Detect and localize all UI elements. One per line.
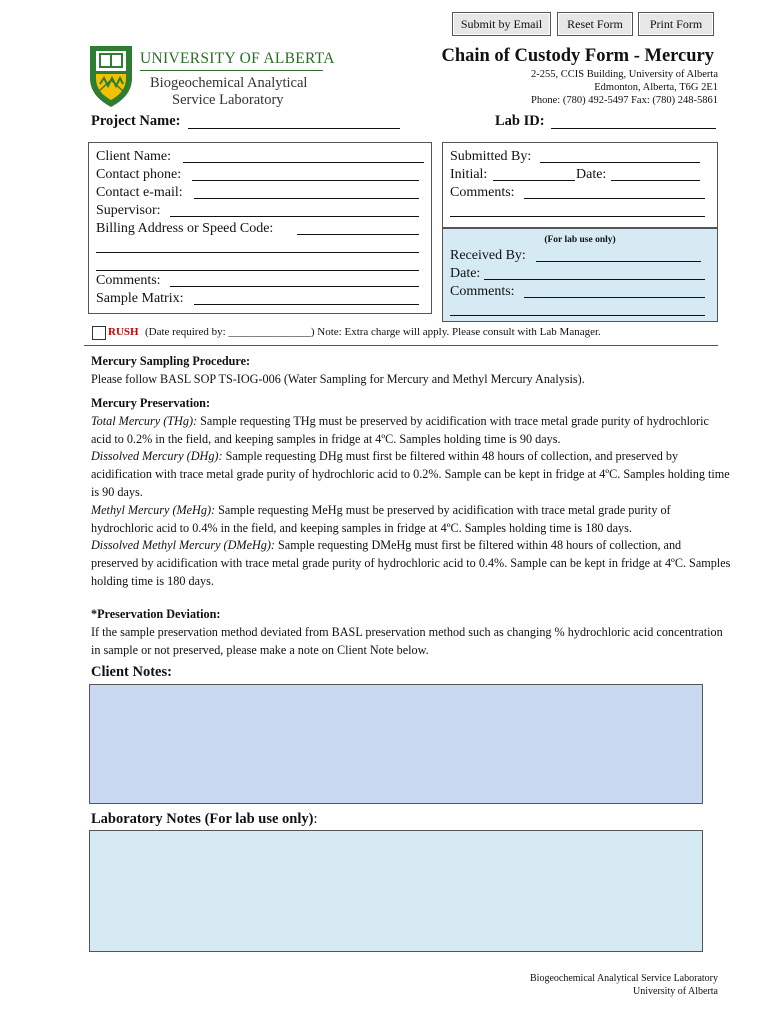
reset-form-button[interactable]: Reset Form bbox=[557, 12, 633, 36]
contact-phone-label: Contact phone: bbox=[96, 167, 182, 182]
lab-name-line1: Biogeochemical Analytical bbox=[150, 75, 308, 91]
deviation-section bbox=[91, 606, 731, 659]
submitted-by-field[interactable] bbox=[540, 162, 700, 163]
contact-phone-field[interactable] bbox=[192, 180, 419, 181]
sample-matrix-field[interactable] bbox=[194, 304, 419, 305]
client-name-field[interactable] bbox=[183, 162, 424, 163]
submit-by-email-button[interactable]: Submit by Email bbox=[452, 12, 551, 36]
billing-field-line3[interactable] bbox=[96, 270, 419, 271]
received-by-label: Received By: bbox=[450, 248, 526, 263]
procedure-text: Please follow BASL SOP TS-IOG-006 (Water Sampling for Mercury and Methyl Mercury Analysis). bbox=[91, 371, 585, 386]
client-notes-heading: Client Notes: bbox=[91, 664, 172, 680]
phone-fax: Phone: (780) 492-5497 Fax: (780) 248-5861 bbox=[531, 95, 718, 106]
lab-id-field[interactable] bbox=[551, 128, 716, 129]
contact-email-field[interactable] bbox=[194, 198, 419, 199]
preservation-section bbox=[91, 395, 731, 591]
dhg-paragraph bbox=[91, 448, 731, 501]
lab-comments-field-line2[interactable] bbox=[450, 315, 705, 316]
received-date-label: Date: bbox=[450, 266, 481, 281]
thg-label: Total Mercury (THg): bbox=[91, 413, 198, 428]
initial-label: Initial: bbox=[450, 167, 488, 182]
initial-field[interactable] bbox=[493, 180, 575, 181]
footer-line1: Biogeochemical Analytical Service Laboratory bbox=[530, 973, 718, 984]
print-form-button[interactable]: Print Form bbox=[638, 12, 714, 36]
thg-paragraph bbox=[91, 413, 731, 449]
dhg-label: Dissolved Mercury (DHg): bbox=[91, 449, 223, 464]
rush-label: RUSH bbox=[108, 326, 139, 338]
supervisor-label: Supervisor: bbox=[96, 203, 161, 218]
thg-text: Sample requesting THg must be preserved by acidification with trace metal grade purity of hydrochloric acid to 0.2% in the field, and keeping samples in fridge at 4ºC. Samples holding time is 90 days. bbox=[91, 413, 709, 446]
submitted-comments-field-line2[interactable] bbox=[450, 216, 705, 217]
client-name-label: Client Name: bbox=[96, 149, 172, 164]
university-crest-icon bbox=[88, 44, 134, 108]
mehg-text: Sample requesting MeHg must be preserved by acidification with trace metal grade purity of hydrochloric acid to 0.4% in the field, and keeping samples in fridge at 4ºC. Samples holding time is 180 days. bbox=[91, 502, 671, 535]
billing-field-line2[interactable] bbox=[96, 252, 419, 253]
dmehg-text: Sample requesting DMeHg must first be filtered within 48 hours of collection, and preserved by acidification with trace metal grade purity of hydrochloric acid to 0.4%. Sample can be kept in fridge at 4ºC. Samples holding time is 180 days. bbox=[91, 538, 731, 588]
lab-id-label: Lab ID: bbox=[495, 113, 545, 129]
lab-name-line2: Service Laboratory bbox=[172, 92, 284, 108]
lab-notes-field[interactable] bbox=[89, 830, 703, 952]
lab-use-heading: (For lab use only) bbox=[544, 235, 616, 245]
billing-field[interactable] bbox=[297, 234, 419, 235]
mehg-paragraph bbox=[91, 502, 731, 538]
deviation-heading: *Preservation Deviation: bbox=[91, 607, 221, 621]
footer-line2: University of Alberta bbox=[633, 986, 718, 997]
preservation-heading: Mercury Preservation: bbox=[91, 396, 211, 410]
procedure-section bbox=[91, 353, 731, 389]
client-comments-field[interactable] bbox=[170, 286, 419, 287]
submitted-by-label: Submitted By: bbox=[450, 149, 532, 164]
deviation-text: If the sample preservation method deviated from BASL preservation method such as changing % hydrochloric acid concentration in sample or not preserved, please make a note on Client Note below. bbox=[91, 624, 723, 657]
supervisor-field[interactable] bbox=[170, 216, 419, 217]
lab-comments-field[interactable] bbox=[524, 297, 705, 298]
dmehg-paragraph bbox=[91, 537, 731, 590]
form-title: Chain of Custody Form - Mercury bbox=[441, 46, 714, 66]
mehg-label: Methyl Mercury (MeHg): bbox=[91, 502, 216, 517]
client-comments-label: Comments: bbox=[96, 273, 161, 288]
lab-notes-heading bbox=[91, 811, 318, 828]
received-date-field[interactable] bbox=[484, 279, 705, 280]
procedure-heading: Mercury Sampling Procedure: bbox=[91, 354, 251, 368]
university-logo bbox=[88, 44, 338, 110]
dmehg-label: Dissolved Methyl Mercury (DMeHg): bbox=[91, 538, 275, 553]
section-divider bbox=[84, 345, 718, 346]
billing-label: Billing Address or Speed Code: bbox=[96, 221, 274, 236]
university-name: UNIVERSITY OF ALBERTA bbox=[140, 50, 335, 67]
logo-rule bbox=[140, 70, 323, 71]
contact-email-label: Contact e-mail: bbox=[96, 185, 183, 200]
rush-checkbox[interactable] bbox=[92, 326, 106, 340]
footer bbox=[530, 972, 718, 998]
sample-matrix-label: Sample Matrix: bbox=[96, 291, 184, 306]
address-line2: Edmonton, Alberta, T6G 2E1 bbox=[594, 82, 718, 93]
lab-comments-label: Comments: bbox=[450, 284, 515, 299]
address-line1: 2-255, CCIS Building, University of Alberta bbox=[531, 69, 718, 80]
project-name-field[interactable] bbox=[188, 128, 400, 129]
client-notes-field[interactable] bbox=[89, 684, 703, 804]
rush-note: (Date required by: _______________) Note: Extra charge will apply. Please consult with Lab Manager. bbox=[145, 326, 601, 338]
project-name-label: Project Name: bbox=[91, 113, 181, 129]
submitted-comments-label: Comments: bbox=[450, 185, 515, 200]
submitted-comments-field[interactable] bbox=[524, 198, 705, 199]
dhg-text: Sample requesting DHg must first be filtered within 48 hours of collection, and preserved by acidification with trace metal grade purity of hydrochloric acid to 0.2%. Sample can be kept in fridge at 4ºC. Samples holding time is 90 days. bbox=[91, 449, 730, 499]
lab-notes-colon: : bbox=[313, 811, 318, 827]
submitted-date-field[interactable] bbox=[611, 180, 700, 181]
lab-notes-title: Laboratory Notes (For lab use only) bbox=[91, 811, 314, 827]
received-by-field[interactable] bbox=[536, 261, 701, 262]
submitted-date-label: Date: bbox=[576, 167, 607, 182]
